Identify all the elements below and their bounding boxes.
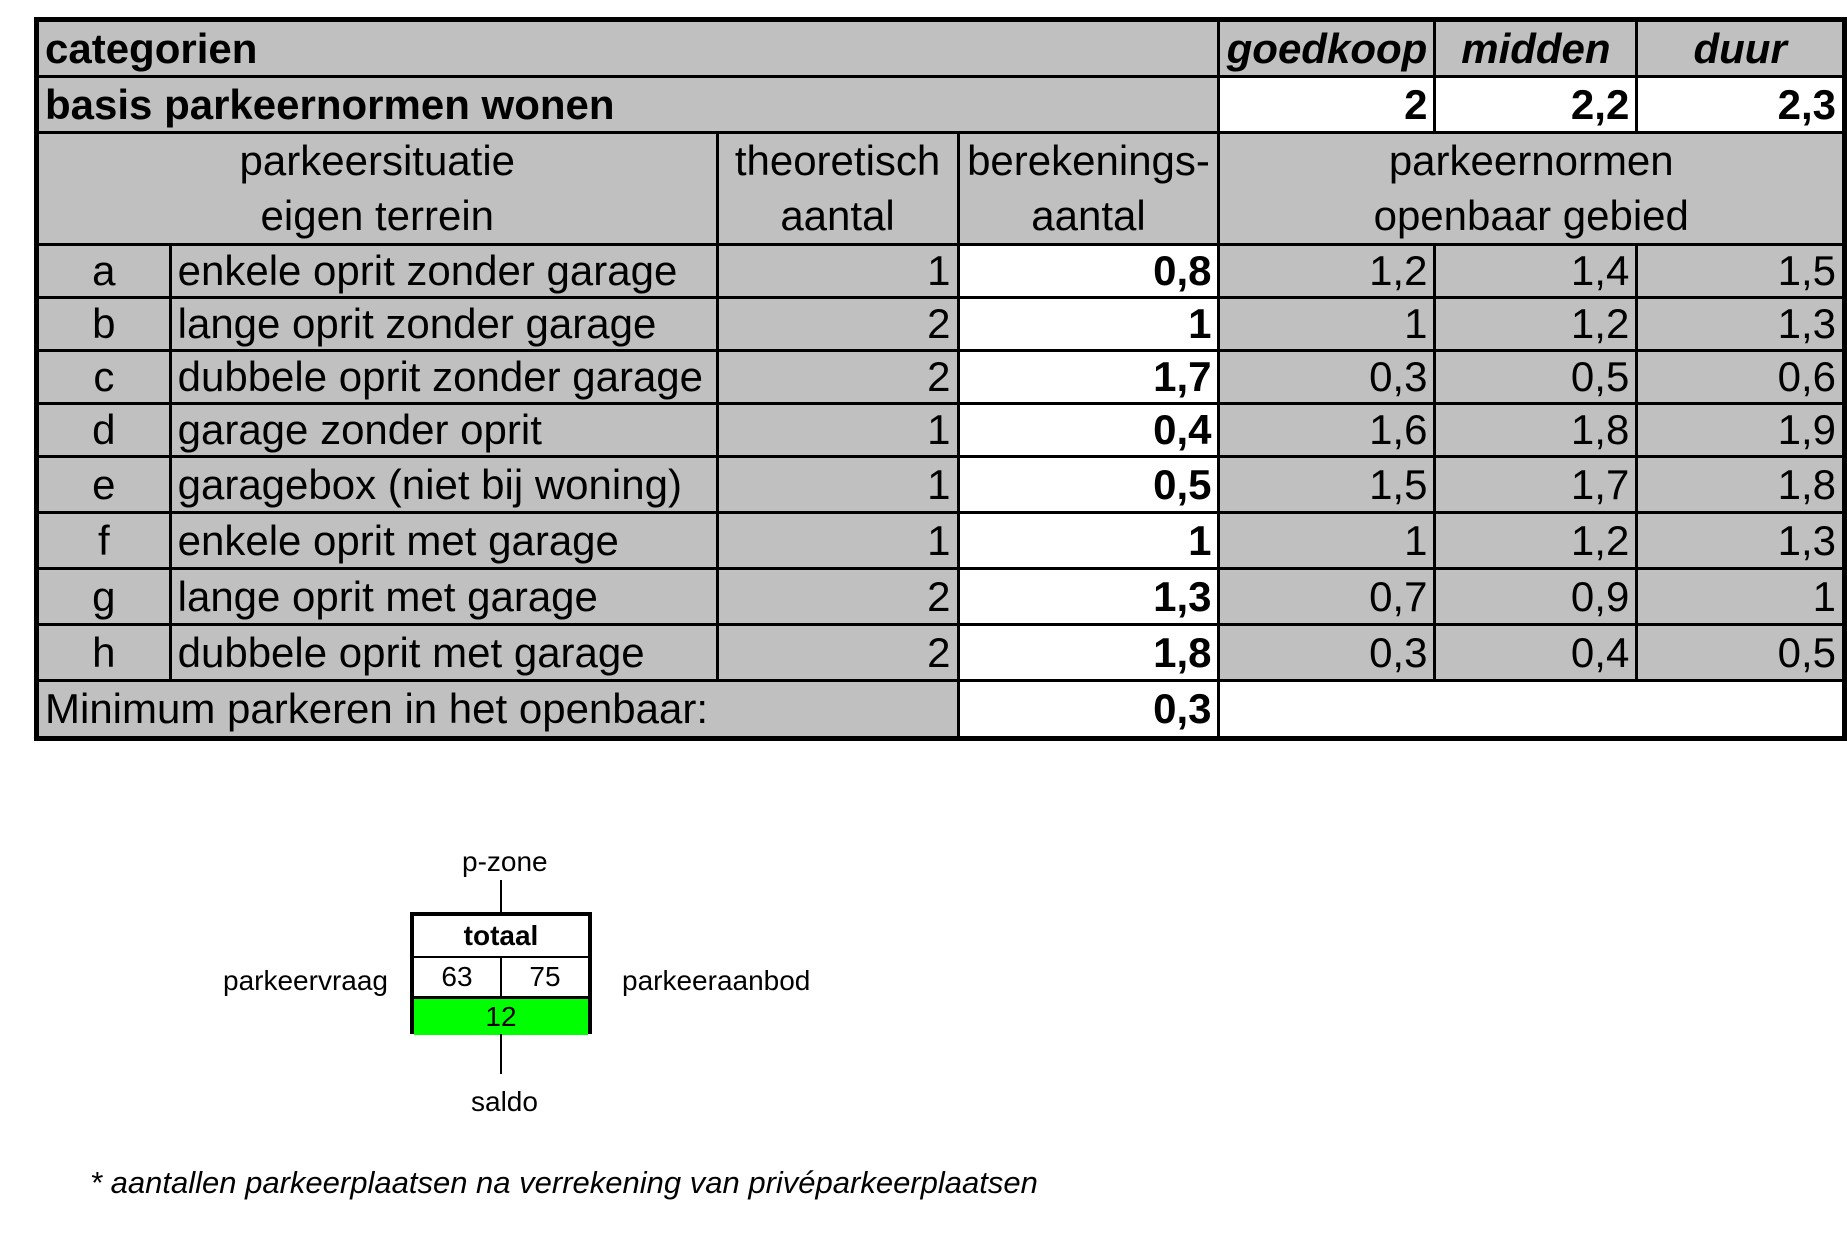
basis-value-goedkoop: 2	[1219, 77, 1435, 133]
row-berekening: 1,7	[958, 351, 1219, 404]
row-situatie: dubbele oprit zonder garage	[170, 351, 717, 404]
category-midden: midden	[1435, 20, 1637, 77]
table-row	[37, 625, 1845, 681]
row-midden: 1,8	[1435, 404, 1637, 457]
row-midden: 0,4	[1435, 625, 1637, 681]
row-theoretisch: 2	[717, 569, 958, 625]
row-goedkoop: 0,7	[1219, 569, 1435, 625]
row-situatie: lange oprit met garage	[170, 569, 717, 625]
row-theoretisch: 1	[717, 457, 958, 513]
pzone-total-header: totaal	[414, 916, 588, 958]
table-row	[37, 404, 1845, 457]
row-duur: 1,3	[1637, 298, 1845, 351]
basis-row	[37, 77, 1845, 133]
row-midden: 1,2	[1435, 298, 1637, 351]
row-midden: 0,9	[1435, 569, 1637, 625]
header-parkeernormen	[1219, 133, 1845, 245]
row-situatie: enkele oprit met garage	[170, 513, 717, 569]
row-midden: 0,5	[1435, 351, 1637, 404]
row-situatie: dubbele oprit met garage	[170, 625, 717, 681]
saldo-value: 12	[414, 999, 588, 1035]
header-berekening-line1: berekenings-	[967, 137, 1210, 184]
row-goedkoop: 0,3	[1219, 625, 1435, 681]
header-theoretisch-line1: theoretisch	[734, 137, 941, 184]
footnote: * aantallen parkeerplaatsen na verrekening van privéparkeerplaatsen	[90, 1165, 1038, 1200]
table-row	[37, 298, 1845, 351]
header-situatie-line1: parkeersituatie	[239, 137, 516, 184]
row-letter: b	[37, 298, 171, 351]
row-situatie: garagebox (niet bij woning)	[170, 457, 717, 513]
row-duur: 1,5	[1637, 245, 1845, 298]
row-situatie: lange oprit zonder garage	[170, 298, 717, 351]
row-letter: d	[37, 404, 171, 457]
row-theoretisch: 1	[717, 245, 958, 298]
row-duur: 1,9	[1637, 404, 1845, 457]
parking-norms-table	[34, 17, 1847, 741]
row-midden: 1,4	[1435, 245, 1637, 298]
header-normen-line2: openbaar gebied	[1373, 191, 1689, 239]
category-duur: duur	[1637, 20, 1845, 77]
table-row	[37, 457, 1845, 513]
row-letter: c	[37, 351, 171, 404]
row-letter: g	[37, 569, 171, 625]
header-berekening	[958, 133, 1219, 245]
row-berekening: 1	[958, 513, 1219, 569]
header-parkeersituatie	[37, 133, 718, 245]
table-row	[37, 569, 1845, 625]
row-berekening: 0,5	[958, 457, 1219, 513]
header-situatie-line2: eigen terrein	[260, 191, 495, 239]
basis-label: basis parkeernormen wonen	[37, 77, 1219, 133]
basis-value-midden: 2,2	[1435, 77, 1637, 133]
parkeervraag-label: parkeervraag	[223, 965, 388, 996]
row-letter: f	[37, 513, 171, 569]
row-goedkoop: 1,5	[1219, 457, 1435, 513]
pzone-values-row	[414, 958, 588, 999]
row-theoretisch: 2	[717, 351, 958, 404]
minimum-row-blank	[1219, 681, 1845, 739]
pzone-label: p-zone	[462, 846, 548, 877]
row-goedkoop: 1,2	[1219, 245, 1435, 298]
row-theoretisch: 1	[717, 513, 958, 569]
row-berekening: 1	[958, 298, 1219, 351]
row-berekening: 0,8	[958, 245, 1219, 298]
header-berekening-line2: aantal	[1031, 191, 1146, 239]
saldo-label: saldo	[471, 1086, 538, 1117]
row-duur: 0,5	[1637, 625, 1845, 681]
row-duur: 0,6	[1637, 351, 1845, 404]
categories-label: categorien	[37, 20, 1219, 77]
row-goedkoop: 1	[1219, 298, 1435, 351]
pzone-summary-box	[410, 912, 592, 1034]
row-goedkoop: 1,6	[1219, 404, 1435, 457]
row-berekening: 0,4	[958, 404, 1219, 457]
pzone-connector-top	[500, 880, 502, 912]
row-duur: 1	[1637, 569, 1845, 625]
basis-value-duur: 2,3	[1637, 77, 1845, 133]
row-duur: 1,8	[1637, 457, 1845, 513]
column-header-row	[37, 133, 1845, 245]
header-theoretisch-line2: aantal	[780, 191, 895, 239]
row-goedkoop: 1	[1219, 513, 1435, 569]
row-letter: h	[37, 625, 171, 681]
row-midden: 1,2	[1435, 513, 1637, 569]
row-theoretisch: 2	[717, 298, 958, 351]
table-row	[37, 513, 1845, 569]
minimum-row	[37, 681, 1845, 739]
minimum-value: 0,3	[958, 681, 1219, 739]
row-theoretisch: 2	[717, 625, 958, 681]
row-theoretisch: 1	[717, 404, 958, 457]
minimum-label: Minimum parkeren in het openbaar:	[37, 681, 959, 739]
row-situatie: garage zonder oprit	[170, 404, 717, 457]
row-letter: e	[37, 457, 171, 513]
row-situatie: enkele oprit zonder garage	[170, 245, 717, 298]
header-normen-line1: parkeernormen	[1388, 137, 1674, 184]
header-theoretisch	[717, 133, 958, 245]
row-berekening: 1,3	[958, 569, 1219, 625]
row-duur: 1,3	[1637, 513, 1845, 569]
pzone-connector-bottom	[500, 1034, 502, 1074]
row-midden: 1,7	[1435, 457, 1637, 513]
parkeeraanbod-value: 75	[529, 961, 561, 992]
parkeervraag-value: 63	[414, 958, 502, 996]
table-row	[37, 245, 1845, 298]
row-letter: a	[37, 245, 171, 298]
table-row	[37, 351, 1845, 404]
parkeeraanbod-label: parkeeraanbod	[622, 965, 811, 996]
row-goedkoop: 0,3	[1219, 351, 1435, 404]
category-goedkoop: goedkoop	[1219, 20, 1435, 77]
row-berekening: 1,8	[958, 625, 1219, 681]
categories-row	[37, 20, 1845, 77]
